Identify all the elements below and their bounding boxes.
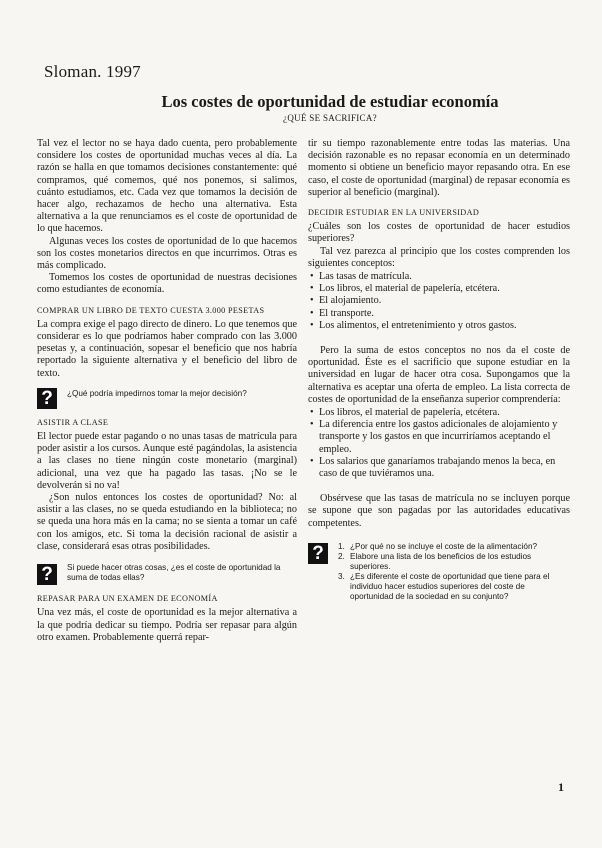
list-item: • La diferencia entre los gastos adicionales de alojamiento y transporte y los gastos en que incurriríamos aceptando el empleo.	[308, 419, 570, 456]
paragraph: ¿Son nulos entonces los costes de oportunidad? No: al asistir a las clases, no se queda estudiando en la biblioteca; no se queda una hora más en la cama; no se sienta a tomar un café con los amigos, etc. Si toma la decisión racional de asistir a clase, considerará esas otras posibilidades.	[37, 492, 297, 552]
question-box	[37, 563, 297, 585]
question-text: Elabore una lista de los beneficios de los estudios superiores.	[350, 551, 532, 571]
section-heading-textbook: COMPRAR UN LIBRO DE TEXTO CUESTA 3.000 PESETAS	[37, 305, 265, 315]
list-item: • Los libros, el material de papelería, etcétera.	[308, 407, 570, 419]
author-year-header: Sloman. 1997	[44, 62, 141, 81]
paragraph: Algunas veces los costes de oportunidad de lo que hacemos son los costes monetarios directos en que incurrimos. Otras es más complicado.	[37, 235, 297, 272]
paragraph: Obsérvese que las tasas de matrícula no se incluyen porque se supone que son pagadas por las autoridades educativas competentes.	[308, 493, 570, 529]
paragraph: tir su tiempo razonablemente entre todas las materias. Una decisión razonable es no repasar economía en un determinado momento si obtiene un beneficio mayor repasando otra. En ese caso, el coste de oportunidad (marginal) de repasar economía es superior al beneficio (marginal).	[308, 138, 570, 198]
question-text: ¿Por qué no se incluye el coste de la alimentación?	[350, 541, 538, 551]
list-item: • Los alimentos, el entretenimiento y otros gastos.	[308, 320, 570, 332]
paragraph: Una vez más, el coste de oportunidad es la mejor alternativa a la que podría dedicar su tiempo. Podría ser repasar para algún otro examen. Probablemente querrá repar-	[37, 607, 297, 643]
question-number: 2.	[338, 551, 345, 561]
costs-list	[308, 271, 570, 332]
intro-paragraph: Tal vez el lector no se haya dado cuenta, pero probablemente considere los costes de oportunidad muchas veces al día. La razón se halla en que tomamos decisiones constantemente: qué compramos, qué comemos, qué nos ponemos, si salimos, cuánto estudiamos, etc. Cada vez que tomamos la decisión de hacer algo, rechazamos de hecho una alternativa. Esta alternativa a la que renunciamos es el coste de oportunidad de lo que hacemos.	[37, 138, 297, 235]
section-heading-class: ASISTIR A CLASE	[37, 417, 109, 427]
page-subtitle: ¿QUÉ SE SACRIFICA?	[283, 113, 377, 123]
question-item	[310, 572, 570, 602]
question-item	[338, 542, 570, 552]
page-title: Los costes de oportunidad de estudiar economía	[161, 92, 499, 111]
paragraph: Pero la suma de estos conceptos no nos da el coste de oportunidad. Éste es el sacrificio que supone estudiar en la universidad en lugar de hacer otra cosa. Supongamos que la alternativa es aceptar una oferta de empleo. La lista correcta de costes de oportunidad de la enseñanza superior comprendería:	[308, 345, 570, 405]
paragraph: La compra exige el pago directo de dinero. Lo que tenemos que considerar es lo que podríamos haber comprado con las 3.000 pesetas y, a continuación, sopesar el beneficio que nos habría reportado la siguiente alternativa y el beneficio del libro de texto.	[37, 318, 297, 379]
list-item: • Las tasas de matrícula.	[308, 271, 570, 283]
question-number: 3.	[338, 571, 345, 581]
section-heading-exam: REPASAR PARA UN EXAMEN DE ECONOMÍA	[37, 594, 218, 604]
section-heading-university: DECIDIR ESTUDIAR EN LA UNIVERSIDAD	[308, 208, 480, 218]
list-item: • Los salarios que ganaríamos trabajando menos la beca, en caso de que tuviéramos una.	[308, 456, 570, 480]
left-column	[37, 138, 297, 644]
paragraph: El lector puede estar pagando o no unas tasas de matrícula para poder asistir a los cursos. Aunque esté pagándolas, la asistencia a las clases no tiene ningún coste monetario (marginal) adicional, una vez que ha pagado las tasas. ¡No se le devolverán si no va!	[37, 431, 297, 491]
question-box	[37, 387, 297, 409]
opportunity-costs-list	[308, 407, 570, 480]
question-mark-icon: ?	[37, 564, 57, 585]
question-text: ¿Qué podría impedirnos tomar la mejor decisión?	[67, 388, 247, 398]
paragraph: Tomemos los costes de oportunidad de nuestras decisiones como estudiantes de economía.	[37, 272, 297, 296]
question-text: Si puede hacer otras cosas, ¿es el coste de oportunidad la suma de todas ellas?	[67, 563, 281, 583]
paragraph: ¿Cuáles son los costes de oportunidad de hacer estudios superiores?	[308, 221, 570, 245]
question-mark-icon: ?	[308, 543, 328, 564]
question-mark-icon: ?	[37, 388, 57, 409]
list-item: • El alojamiento.	[308, 295, 570, 307]
question-text: ¿Es diferente el coste de oportunidad que tiene para el individuo hacer estudios superiores del coste de oportunidad de la sociedad en su conjunto?	[350, 571, 550, 601]
question-box	[308, 542, 570, 602]
paragraph: Tal vez parezca al principio que los costes comprenden los siguientes conceptos:	[308, 245, 570, 269]
question-list	[338, 542, 570, 602]
page-number: 1	[558, 780, 564, 794]
question-number: 1.	[338, 541, 345, 551]
list-item: • Los libros, el material de papelería, etcétera.	[308, 283, 570, 295]
question-item	[338, 552, 570, 572]
list-item: • El transporte.	[308, 308, 570, 320]
right-column	[308, 138, 570, 608]
